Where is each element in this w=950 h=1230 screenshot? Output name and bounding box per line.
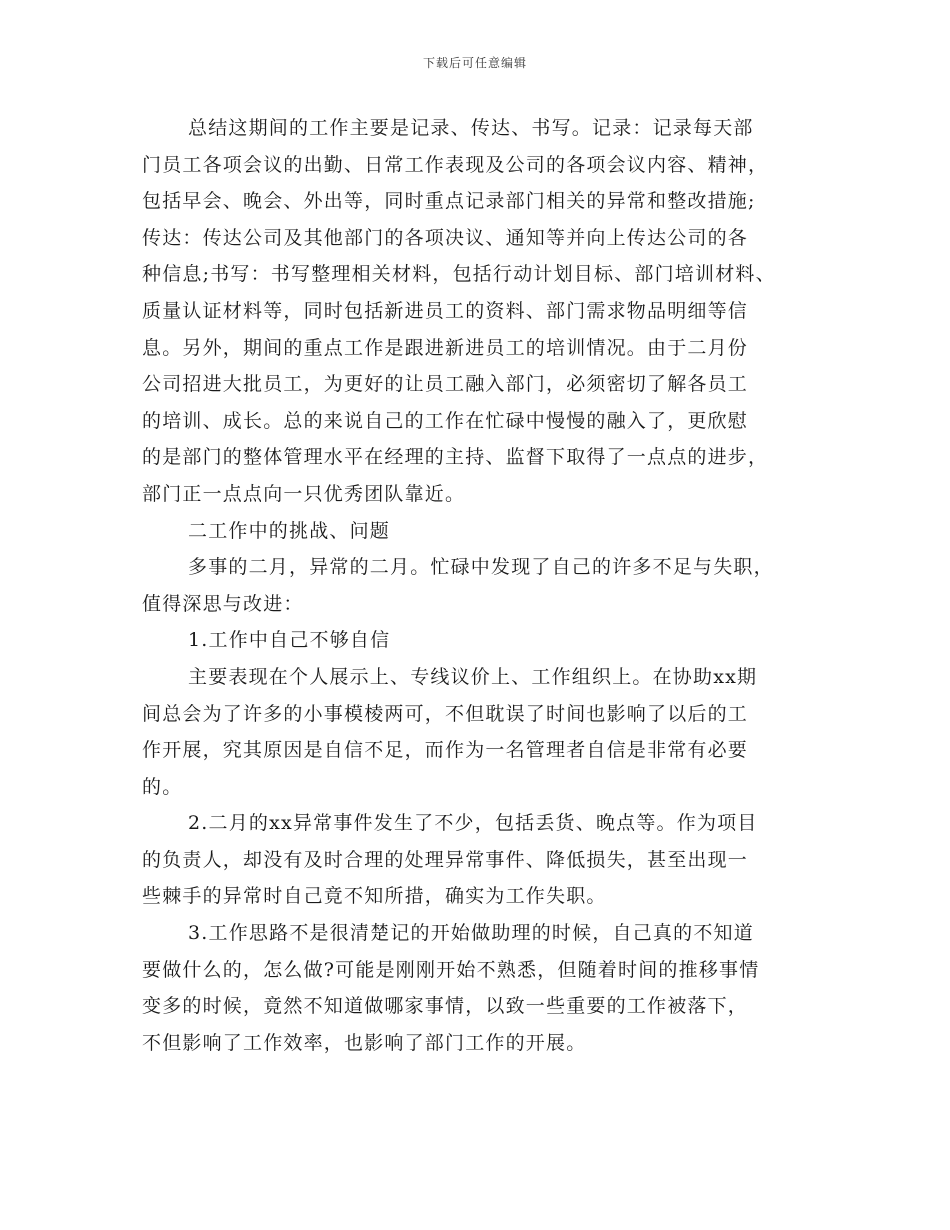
section-heading: 二工作中的挑战、问题 [188,519,391,542]
text-line: 公司招进大批员工，为更好的让员工融入部门，必须密切了解各员工 [142,373,749,396]
text-line: 的负责人，却没有及时合理的处理异常事件、降低损失，甚至出现一 [142,848,749,871]
text-line: 部门正一点点向一只优秀团队靠近。 [142,482,466,505]
text-line: 种信息;书写：书写整理相关材料，包括行动计划目标、部门培训材料、 [142,263,776,286]
document-body [142,110,842,1061]
text-line: 的是部门的整体管理水平在经理的主持、监督下取得了一点点的进步， [142,446,769,469]
text-line: 些棘手的异常时自己竟不知所措，确实为工作失职。 [142,885,607,908]
text-line: 变多的时候，竟然不知道做哪家事情，以致一些重要的工作被落下， [142,995,749,1018]
text-line: 要做什么的，怎么做?可能是刚刚开始不熟悉，但随着时间的推移事情 [142,958,760,981]
text-line: 传达：传达公司及其他部门的各项决议、通知等并向上传达公司的各 [142,226,749,249]
text-line: 质量认证材料等，同时包括新进员工的资料、部门需求物品明细等信 [142,299,749,322]
text-line: 作开展，究其原因是自信不足，而作为一名管理者自信是非常有必要 [142,739,749,762]
text-line: 门员工各项会议的出勤、日常工作表现及公司的各项会议内容、精神， [142,153,769,176]
list-item-text: 3.工作思路不是很清楚记的开始做助理的时候，自己真的不知道 [188,922,754,945]
page-header: 下载后可任意编辑 [422,56,527,70]
text-line: 总结这期间的工作主要是记录、传达、书写。记录：记录每天部 [188,117,754,139]
text-line: 间总会为了许多的小事模棱两可，不但耽误了时间也影响了以后的工 [142,702,749,725]
text-line: 息。另外，期间的重点工作是跟进新进员工的培训情况。由于二月份 [142,336,749,359]
list-item-text: 2.二月的xx异常事件发生了不少，包括丢货、晚点等。作为项目 [188,812,758,835]
list-item-heading: 1.工作中自己不够自信 [188,629,391,652]
text-line: 的。 [142,775,183,798]
text-line: 的培训、成长。总的来说自己的工作在忙碌中慢慢的融入了，更欣慰 [142,409,749,432]
text-line: 主要表现在个人展示上、专线议价上、工作组织上。在协助xx期 [188,665,758,688]
text-line: 多事的二月，异常的二月。忙碌中发现了自己的许多不足与失职， [188,556,774,579]
text-line: 值得深思与改进： [142,592,304,615]
text-line: 包括早会、晚会、外出等，同时重点记录部门相关的异常和整改措施; [142,190,756,213]
text-line: 不但影响了工作效率，也影响了部门工作的开展。 [142,1031,587,1054]
